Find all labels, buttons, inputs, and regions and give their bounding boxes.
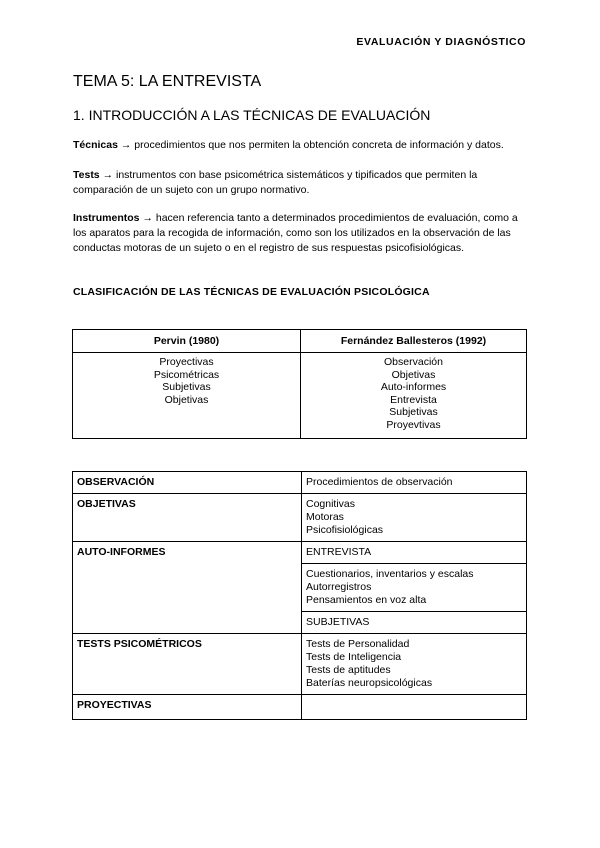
list-item: Autorregistros [306, 581, 372, 593]
techniques-table [72, 471, 527, 720]
category-cell: OBSERVACIÓN [73, 472, 302, 494]
authors-comparison-table [72, 329, 527, 439]
list-item: Proyevtivas [386, 418, 441, 431]
table-row [73, 494, 527, 542]
list-item: Entrevista [390, 393, 437, 406]
table-row [73, 634, 527, 695]
items-cell [302, 612, 527, 634]
pervin-list [73, 353, 301, 439]
arrow-icon: → [102, 169, 114, 181]
table-header-row [73, 330, 527, 353]
table-row [73, 353, 527, 439]
list-item: SUBJETIVAS [306, 616, 370, 628]
list-item: Subjetivas [162, 381, 211, 393]
list-item: Cuestionarios, inventarios y escalas [306, 568, 474, 580]
column-header-pervin: Pervin (1980) [73, 330, 301, 353]
items-cell [302, 695, 527, 720]
definition-instrumentos [73, 211, 533, 256]
list-item: Objetivas [164, 393, 209, 406]
definition-tests [73, 168, 533, 198]
list-item: Procedimientos de observación [306, 476, 453, 488]
definition-text: instrumentos con base psicométrica sistemáticos y tipificados que permiten la comparación de un sujeto con un grupo normativo. [73, 169, 478, 196]
column-header-fernandez: Fernández Ballesteros (1992) [301, 330, 527, 353]
items-cell [302, 472, 527, 494]
definition-text: procedimientos que nos permiten la obtención concreta de información y datos. [134, 139, 504, 151]
document-title: TEMA 5: LA ENTREVISTA [73, 73, 262, 90]
list-item: Subjetivas [389, 406, 438, 418]
list-item: Cognitivas [306, 498, 356, 510]
fernandez-list [301, 353, 527, 439]
table-row [73, 542, 527, 564]
section-heading: 1. INTRODUCCIÓN A LAS TÉCNICAS DE EVALUACIÓN [73, 107, 431, 123]
list-item: Pensamientos en voz alta [306, 594, 427, 606]
running-header: EVALUACIÓN Y DIAGNÓSTICO [356, 36, 526, 48]
list-item: Tests de Personalidad [306, 638, 410, 650]
definition-term: Técnicas [73, 139, 118, 151]
list-item: Proyectivas [159, 356, 214, 368]
definition-term: Instrumentos [73, 212, 140, 224]
list-item: Baterías neuropsicológicas [306, 677, 433, 689]
list-item: Psicométricas [153, 368, 220, 381]
list-item: Tests de aptitudes [306, 664, 391, 676]
items-cell [302, 634, 527, 695]
classification-heading: CLASIFICACIÓN DE LAS TÉCNICAS DE EVALUACIÓN PSICOLÓGICA [73, 286, 430, 298]
items-cell [302, 542, 527, 564]
items-cell [302, 564, 527, 612]
definition-tecnicas [73, 138, 533, 153]
arrow-icon: → [120, 139, 132, 151]
list-item: Auto-informes [380, 381, 447, 393]
list-item: Psicofisiológicas [306, 524, 384, 536]
category-cell: AUTO-INFORMES [73, 542, 302, 634]
category-cell: PROYECTIVAS [73, 695, 302, 720]
table-row [73, 472, 527, 494]
list-item: Objetivas [391, 368, 436, 381]
list-item: ENTREVISTA [306, 546, 372, 558]
category-cell: TESTS PSICOMÉTRICOS [73, 634, 302, 695]
definition-term: Tests [73, 169, 100, 181]
list-item: Motoras [306, 511, 344, 523]
table-row [73, 695, 527, 720]
definition-text: hacen referencia tanto a determinados procedimientos de evaluación, como a los aparatos para la recogida de información, como son los utilizados en la observación de las conductas motoras de un sujeto o en el registro de sus respuestas psicofisiológicas. [73, 212, 518, 254]
list-item: Tests de Inteligencia [306, 651, 402, 663]
list-item: Observación [384, 356, 443, 368]
category-cell: OBJETIVAS [73, 494, 302, 542]
items-cell [302, 494, 527, 542]
arrow-icon: → [142, 212, 153, 224]
